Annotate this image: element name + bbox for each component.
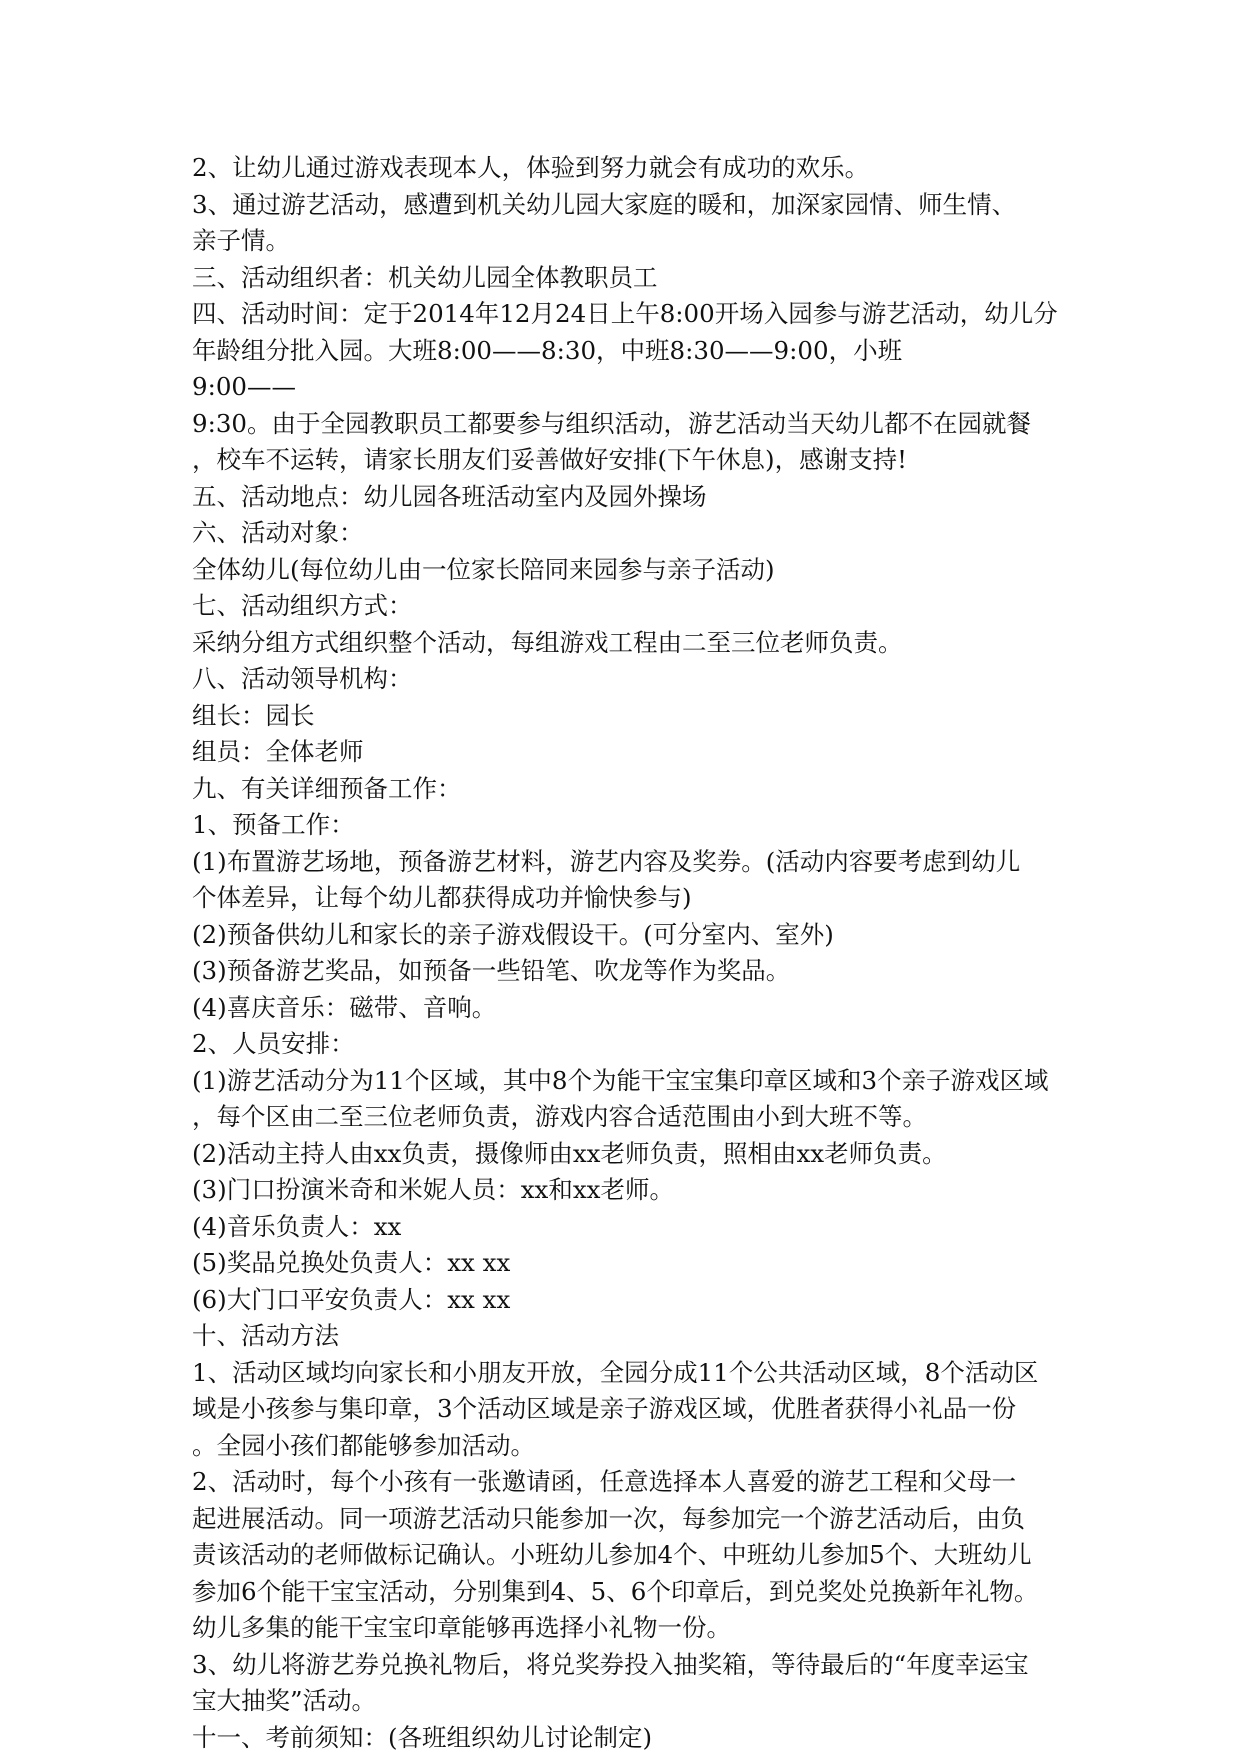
text-line: 1、预备工作： [192,807,1072,844]
text-line: 三、活动组织者：机关幼儿园全体教职员工 [192,260,1072,297]
text-line: 全体幼儿(每位幼儿由一位家长陪同来园参与亲子活动) [192,552,1072,589]
text-line: 起进展活动。同一项游艺活动只能参加一次，每参加完一个游艺活动后，由负 [192,1501,1072,1538]
text-line: ，每个区由二至三位老师负责，游戏内容合适范围由小到大班不等。 [192,1099,1072,1136]
text-line: 宝大抽奖”活动。 [192,1683,1072,1720]
text-line: (1)布置游艺场地，预备游艺材料，游艺内容及奖券。(活动内容要考虑到幼儿 [192,844,1072,881]
text-line: 幼儿多集的能干宝宝印章能够再选择小礼物一份。 [192,1610,1072,1647]
text-line: 。全园小孩们都能够参加活动。 [192,1428,1072,1465]
text-line: 六、活动对象： [192,515,1072,552]
text-line: (2)预备供幼儿和家长的亲子游戏假设干。(可分室内、室外) [192,917,1072,954]
text-line: ，校车不运转，请家长朋友们妥善做好安排(下午休息)，感谢支持! [192,442,1072,479]
text-line: 组员：全体老师 [192,734,1072,771]
text-line: 五、活动地点：幼儿园各班活动室内及园外操场 [192,479,1072,516]
text-line: 十一、考前须知：(各班组织幼儿讨论制定) [192,1720,1072,1756]
text-line: (6)大门口平安负责人：xx xx [192,1282,1072,1319]
text-line: (4)音乐负责人：xx [192,1209,1072,1246]
text-line: 组长：园长 [192,698,1072,735]
text-line: 3、幼儿将游艺券兑换礼物后，将兑奖券投入抽奖箱，等待最后的“年度幸运宝 [192,1647,1072,1684]
text-line: 十、活动方法 [192,1318,1072,1355]
document-body [192,150,1072,1756]
text-line: 2、让幼儿通过游戏表现本人，体验到努力就会有成功的欢乐。 [192,150,1072,187]
text-line: 9:00—— [192,369,1072,406]
text-line: 责该活动的老师做标记确认。小班幼儿参加4个、中班幼儿参加5个、大班幼儿 [192,1537,1072,1574]
text-line: 9:30。由于全园教职员工都要参与组织活动，游艺活动当天幼儿都不在园就餐 [192,406,1072,443]
text-line: 四、活动时间：定于2014年12月24日上午8:00开场入园参与游艺活动，幼儿分 [192,296,1072,333]
text-line: 七、活动组织方式： [192,588,1072,625]
text-line: 年龄组分批入园。大班8:00——8:30，中班8:30——9:00，小班 [192,333,1072,370]
text-line: 域是小孩参与集印章，3个活动区域是亲子游戏区域，优胜者获得小礼品一份 [192,1391,1072,1428]
text-line: 2、活动时，每个小孩有一张邀请函，任意选择本人喜爱的游艺工程和父母一 [192,1464,1072,1501]
text-line: 九、有关详细预备工作： [192,771,1072,808]
text-line: (1)游艺活动分为11个区域，其中8个为能干宝宝集印章区域和3个亲子游戏区域 [192,1063,1072,1100]
text-line: (2)活动主持人由xx负责，摄像师由xx老师负责，照相由xx老师负责。 [192,1136,1072,1173]
text-line: 3、通过游艺活动，感遭到机关幼儿园大家庭的暖和，加深家园情、师生情、 [192,187,1072,224]
text-line: 1、活动区域均向家长和小朋友开放，全园分成11个公共活动区域，8个活动区 [192,1355,1072,1392]
text-line: 个体差异，让每个幼儿都获得成功并愉快参与) [192,880,1072,917]
text-line: 亲子情。 [192,223,1072,260]
text-line: (5)奖品兑换处负责人：xx xx [192,1245,1072,1282]
text-line: 2、人员安排： [192,1026,1072,1063]
text-line: (3)预备游艺奖品，如预备一些铅笔、吹龙等作为奖品。 [192,953,1072,990]
text-line: (4)喜庆音乐：磁带、音响。 [192,990,1072,1027]
text-line: 参加6个能干宝宝活动，分别集到4、5、6个印章后，到兑奖处兑换新年礼物。 [192,1574,1072,1611]
text-line: 采纳分组方式组织整个活动，每组游戏工程由二至三位老师负责。 [192,625,1072,662]
text-line: 八、活动领导机构： [192,661,1072,698]
text-line: (3)门口扮演米奇和米妮人员：xx和xx老师。 [192,1172,1072,1209]
